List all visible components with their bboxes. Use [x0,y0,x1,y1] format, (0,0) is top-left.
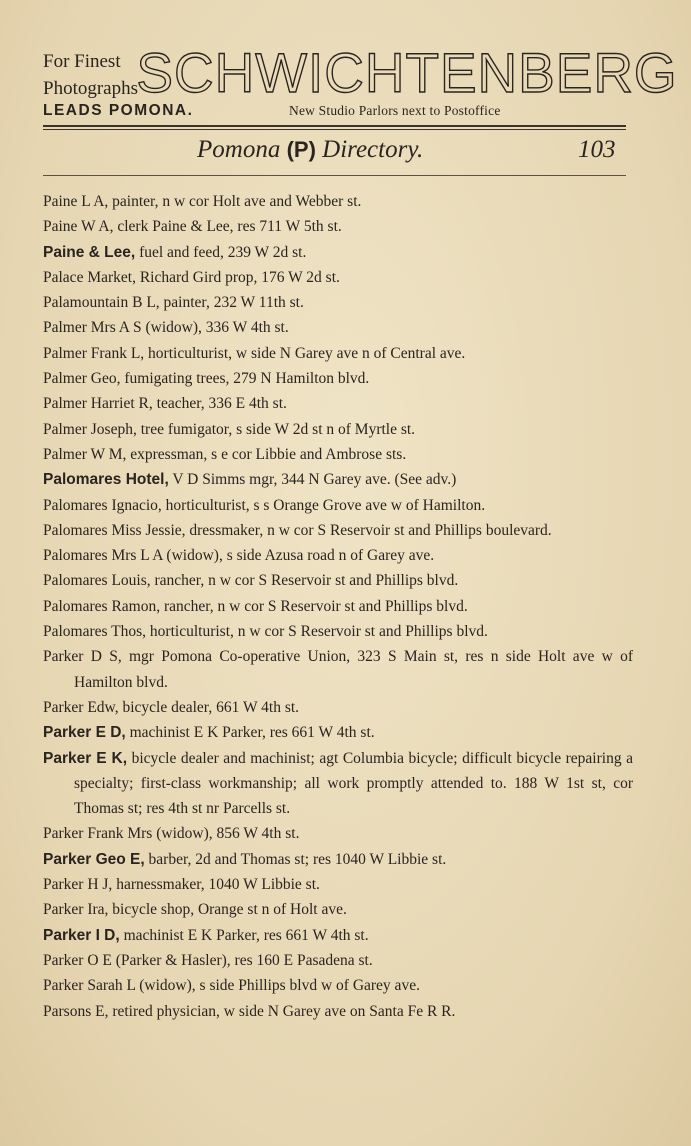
ad-line-2: Photographs [43,78,138,99]
entry-name: Palmer Harriet R, [43,395,153,413]
entry-details: Richard Gird prop, 176 W 2d st. [135,268,340,286]
entry-details: (Parker & Hasler), res 160 E Pasadena st. [111,951,373,969]
entry-details: horticulturist, w side N Garey ave n of Central ave. [144,344,466,362]
entry-name: Paine L A, [43,193,109,210]
directory-entry [43,568,633,593]
entry-name: Palomares Thos, [43,623,147,641]
entry-details: fuel and feed, 239 W 2d st. [135,243,307,261]
entry-details: machinist E K Parker, res 661 W 4th st. [119,926,369,944]
ad-tagline [43,48,138,102]
entry-details: bicycle shop, Orange st n of Holt ave. [108,901,347,919]
entry-details: fumigating trees, 279 N Hamilton blvd. [120,370,370,388]
entry-details: (widow), s side Azusa road n of Garey ave. [162,547,435,565]
ad-line-1: For Finest [43,51,121,72]
ad-studio-address: New Studio Parlors next to Postoffice [289,103,501,118]
entry-name: Paine W A, [43,218,114,236]
directory-entry [43,315,633,340]
entry-details: tree fumigator, s side W 2d st n of Myrtle st. [136,420,416,438]
entry-details: bicycle dealer, 661 W 4th st. [118,698,300,716]
directory-entry [43,872,633,897]
directory-entry [43,973,633,998]
directory-entry [43,467,633,492]
page-number: 103 [578,136,616,163]
entry-name: Parker Ira, [43,901,109,919]
entry-details: rancher, n w cor S Reservoir st and Phillips blvd. [150,572,459,590]
directory-entry [43,999,633,1024]
directory-entry [43,391,633,416]
running-title [197,136,423,164]
running-title-city: Pomona [197,136,281,163]
directory-entry [43,821,633,846]
directory-entry [43,619,633,644]
entry-details: clerk Paine & Lee, res 711 W 5th st. [113,218,342,236]
entry-name: Parker D S, [43,648,122,666]
entry-details: (widow), 856 W 4th st. [152,825,300,843]
directory-entry [43,189,633,214]
directory-entry [43,442,633,467]
ad-leads-pomona: LEADS POMONA. [43,102,194,119]
entry-details: V D Simms mgr, 344 N Garey ave. (See adv.) [168,471,457,489]
entry-name: Palmer Mrs A S [43,319,142,337]
directory-entry [43,214,633,239]
entry-name: Palomares Hotel, [43,471,169,489]
directory-entry [43,897,633,922]
entry-name: Palmer W M, [43,445,127,463]
entry-name: Palmer Joseph, [43,420,137,438]
entry-name: Parker H J, [43,876,113,894]
header-rule-thin [43,129,626,130]
entry-details: expressman, s e cor Libbie and Ambrose sts. [126,445,407,463]
entry-details: barber, 2d and Thomas st; res 1040 W Libbie st. [144,850,447,868]
entry-details: rancher, n w cor S Reservoir st and Phillips blvd. [160,597,468,615]
entry-name: Palomares Miss Jessie, [43,521,186,539]
entry-name: Paine & Lee, [43,243,136,261]
entry-details: (widow), 336 W 4th st. [141,319,289,337]
ad-brand-name: SCHWICHTENBERG [136,41,678,104]
directory-entry [43,695,633,720]
directory-entry [43,366,633,391]
directory-entry [43,265,633,290]
entry-name: Palomares Ramon, [43,597,161,615]
entry-name: Palmer Geo, [43,370,121,388]
directory-entries [43,189,633,1024]
directory-entry [43,644,633,695]
entry-name: Parsons E, [43,1002,109,1020]
entry-name: Parker I D, [43,926,120,944]
entry-name: Palomares Ignacio, [43,496,162,514]
directory-entry [43,543,633,568]
entry-details: machinist E K Parker, res 661 W 4th st. [125,724,375,742]
entry-details: painter, n w cor Holt ave and Webber st. [108,193,362,210]
entry-name: Palamountain B L, [43,294,160,312]
directory-entry [43,923,633,948]
directory-entry [43,341,633,366]
directory-entry [43,518,633,543]
directory-entry [43,847,633,872]
header-rule-thick [43,125,626,127]
directory-entry [43,746,633,822]
directory-entry [43,493,633,518]
directory-entry [43,948,633,973]
entry-name: Palomares Mrs L A [43,547,163,565]
entry-details: horticulturist, n w cor S Reservoir st and Phillips blvd. [146,623,488,641]
entry-details: mgr Pomona Co-operative Union, 323 S Main st, res n side Holt ave w of Hamilton blvd. [74,648,633,691]
entry-details: horticulturist, s s Orange Grove ave w of Hamilton. [161,496,486,514]
entry-details: painter, 232 W 11th st. [159,294,304,312]
entry-name: Parker Edw, [43,698,119,716]
entry-name: Palace Market, [43,268,136,286]
entry-details: harnessmaker, 1040 W Libbie st. [112,876,320,894]
entry-name: Parker Frank Mrs [43,825,153,843]
directory-entry [43,720,633,745]
directory-entry [43,240,633,265]
running-title-word: Directory. [322,136,424,163]
directory-entry [43,417,633,442]
entry-name: Parker O E [43,951,112,969]
entry-name: Palomares Louis, [43,572,151,590]
entry-name: Parker Geo E, [43,850,145,868]
entry-details: teacher, 336 E 4th st. [152,395,287,413]
directory-entry [43,290,633,315]
running-title-letter: (P) [286,137,316,162]
entry-details: (widow), s side Phillips blvd w of Garey ave. [135,977,420,995]
entry-name: Parker Sarah L [43,977,136,995]
entry-name: Parker E K, [43,749,128,767]
entry-details: bicycle dealer and machinist; agt Columbia bicycle; difficult bicycle repairing a specialty; first-class workmanship; all work promptly attended to. 188 W 1st st, cor Thomas st; res 4th st nr Parcells st. [74,749,633,818]
directory-entry [43,594,633,619]
running-head-rule [43,175,626,176]
entry-details: retired physician, w side N Garey ave on Santa Fe R R. [108,1002,456,1020]
entry-name: Parker E D, [43,724,126,742]
entry-details: dressmaker, n w cor S Reservoir st and Phillips boulevard. [185,521,552,539]
entry-name: Palmer Frank L, [43,344,145,362]
